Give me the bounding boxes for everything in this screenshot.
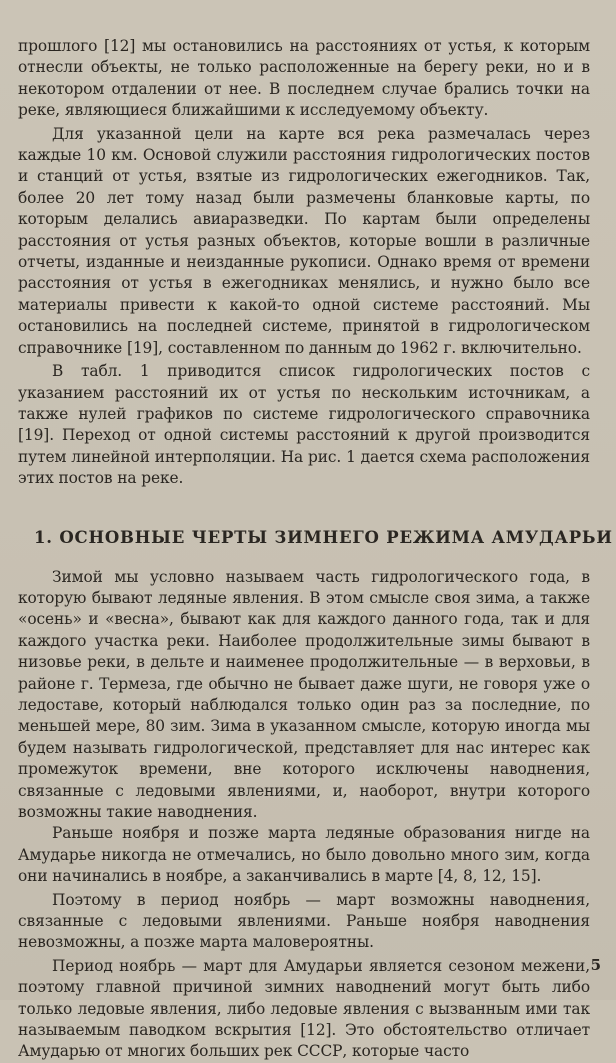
paragraph-3: В табл. 1 приводится список гидрологических постов с указанием расстояний их от устья по нескольким источникам, а также нулей графиков по системе гидрологического справочника [19]. Переход от одной системы расстояний к другой производится путем линейной интерполяции. На рис. 1 дается схема расположения этих постов на реке. <box>18 362 590 488</box>
paragraph-5: Раньше ноября и позже марта ледяные образования нигде на Амударье никогда не отмечались, но было довольно много зим, когда они начинались в ноябре, а заканчивались в марте [4, 8, 12, 15]. <box>18 824 590 886</box>
paragraph-7: Период ноябрь — март для Амударьи является сезоном межени, поэтому главной причиной зимних наводнений могут быть либо только ледовые явления, либо ледовые явления с вызванным ими так называемым паводком вскрытия [12]. Это обстоятельство отличает Амударью от многих больших рек СССР, которые часто <box>18 956 590 1061</box>
page-number: 5 <box>590 956 601 974</box>
paragraph-1: прошлого [12] мы остановились на расстояниях от устья, к которым отнесли объекты, не только расположенные на берегу реки, но и в некотором отдалении от нее. В последнем случае брались точки на реке, являющиеся ближайшими к исследуемому объекту. <box>18 37 590 120</box>
paragraph-2: Для указанной цели на карте вся река размечалась через каждые 10 км. Основой служили расстояния гидрологических постов и станций от устья, взятые из гидрологических ежегодников. Так, более 20 лет тому назад были размечены бланковые карты, по которым делались авиаразведки. По картам были определены расстояния от устья разных объектов, которые вошли в различные отчеты, изданные и неизданные рукописи. Однако время от времени расстояния от устья в ежегодниках менялись, и нужно было все материалы привести к какой-то одной системе расстояний. Мы остановились на последней системе, принятой в гидрологическом справочнике [19], составленном по данным до 1962 г. включительно. <box>18 124 590 357</box>
paragraph-4: Зимой мы условно называем часть гидрологического года, в которую бывают ледяные явления. В этом смысле своя зима, а также «осень» и «весна», бывают как для каждого данного года, так и для каждого участка реки. Наиболее продолжительные зимы бывают в низовье реки, в дельте и наименее продолжительные — в верховьи, в районе г. Термеза, где обычно не бывает даже шуги, не говоря уже о ледоставе, который наблюдался только один раз за последние, по меньшей мере, 80 зим. Зима в указанном смысле, которую иногда мы будем называть гидрологической, представляет для нас интерес как промежуток времени, вне которого исключены наводнения, связанные с ледовыми явлениями, и, наоборот, внутри которого возможны такие наводнения. <box>18 567 590 821</box>
section-heading: 1. ОСНОВНЫЕ ЧЕРТЫ ЗИМНЕГО РЕЖИМА АМУДАРЬИ <box>34 527 613 547</box>
paragraph-6: Поэтому в период ноябрь — март возможны наводнения, связанные с ледовыми явлениями. Раньше ноября наводнения невозможны, а позже марта маловероятны. <box>18 890 590 952</box>
